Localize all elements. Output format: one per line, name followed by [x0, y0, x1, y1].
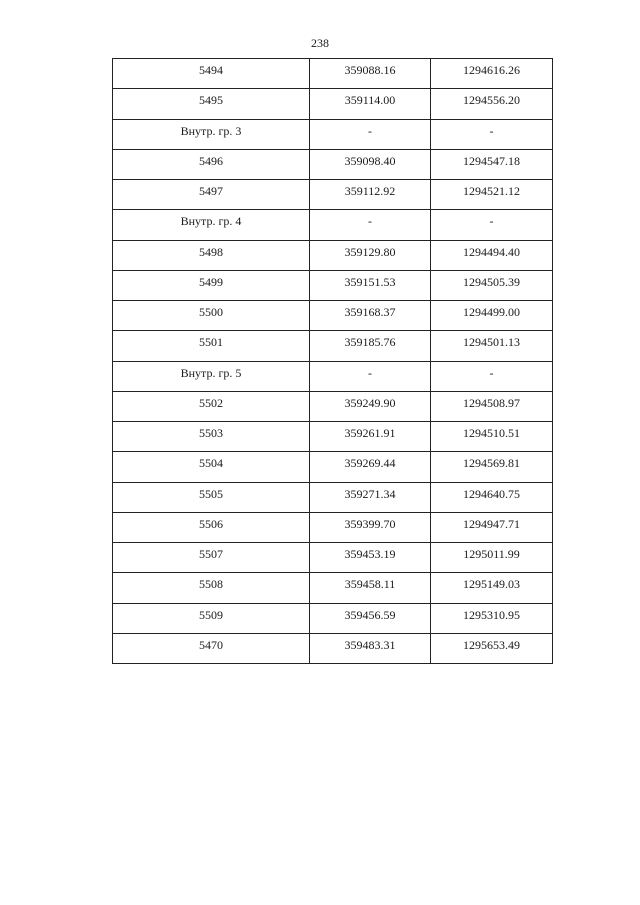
point-number-cell	[113, 361, 310, 391]
table-row	[113, 543, 553, 573]
point-number-cell	[113, 270, 310, 300]
x-coordinate-cell	[310, 633, 431, 663]
point-number-cell	[113, 89, 310, 119]
x-coordinate-cell	[310, 482, 431, 512]
x-coordinate-cell	[310, 119, 431, 149]
x-coordinate-cell	[310, 452, 431, 482]
cell-text: -	[368, 123, 372, 138]
table-row	[113, 89, 553, 119]
x-coordinate-cell	[310, 59, 431, 89]
y-coordinate-cell	[431, 180, 553, 210]
cell-text: 5505	[199, 486, 223, 501]
x-coordinate-cell	[310, 573, 431, 603]
cell-text: 1294569.81	[463, 456, 520, 471]
cell-text: 359185.76	[344, 335, 396, 350]
x-coordinate-cell	[310, 301, 431, 331]
point-number-cell	[113, 301, 310, 331]
point-number-cell	[113, 452, 310, 482]
cell-text: 1294505.39	[463, 274, 520, 289]
point-number-cell	[113, 603, 310, 633]
y-coordinate-cell	[431, 270, 553, 300]
cell-text: -	[368, 365, 372, 380]
y-coordinate-cell	[431, 422, 553, 452]
y-coordinate-cell	[431, 149, 553, 179]
y-coordinate-cell	[431, 543, 553, 573]
table-row	[113, 361, 553, 391]
table-row	[113, 512, 553, 542]
point-number-cell	[113, 422, 310, 452]
y-coordinate-cell	[431, 59, 553, 89]
x-coordinate-cell	[310, 180, 431, 210]
y-coordinate-cell	[431, 240, 553, 270]
x-coordinate-cell	[310, 240, 431, 270]
x-coordinate-cell	[310, 270, 431, 300]
x-coordinate-cell	[310, 149, 431, 179]
y-coordinate-cell	[431, 119, 553, 149]
cell-text: 359249.90	[344, 395, 396, 410]
cell-text: 5470	[199, 637, 223, 652]
table-row	[113, 301, 553, 331]
cell-text: 1294521.12	[463, 184, 520, 198]
table-row	[113, 603, 553, 633]
cell-text: Внутр. гр. 3	[180, 123, 242, 138]
cell-text: Внутр. гр. 4	[180, 214, 242, 229]
cell-text: 359399.70	[344, 516, 396, 531]
cell-text: 5497	[199, 184, 223, 198]
table-row	[113, 210, 553, 240]
cell-text: 5501	[199, 335, 223, 350]
cell-text: 359456.59	[344, 607, 396, 622]
cell-text: 1294616.26	[463, 63, 520, 77]
cell-text: 359114.00	[344, 93, 396, 108]
cell-text: 5495	[199, 93, 223, 108]
cell-text: -	[368, 214, 372, 229]
cell-text: 359271.34	[344, 486, 396, 501]
cell-text: 1294947.71	[463, 516, 520, 531]
cell-text: Внутр. гр. 5	[180, 365, 242, 380]
table-row	[113, 482, 553, 512]
cell-text: 1294556.20	[463, 93, 520, 108]
cell-text: 5499	[199, 274, 223, 289]
cell-text: 5506	[199, 516, 223, 531]
table-row	[113, 240, 553, 270]
cell-text: 1295310.95	[463, 607, 520, 622]
cell-text: 359151.53	[344, 274, 396, 289]
cell-text: 5504	[199, 456, 223, 471]
x-coordinate-cell	[310, 391, 431, 421]
y-coordinate-cell	[431, 301, 553, 331]
x-coordinate-cell	[310, 331, 431, 361]
y-coordinate-cell	[431, 633, 553, 663]
x-coordinate-cell	[310, 512, 431, 542]
y-coordinate-cell	[431, 512, 553, 542]
point-number-cell	[113, 391, 310, 421]
table-row	[113, 452, 553, 482]
cell-text: 5498	[199, 244, 223, 259]
y-coordinate-cell	[431, 603, 553, 633]
cell-text: 359129.80	[344, 244, 396, 259]
table-row	[113, 422, 553, 452]
x-coordinate-cell	[310, 89, 431, 119]
x-coordinate-cell	[310, 210, 431, 240]
cell-text: -	[489, 365, 494, 380]
cell-text: 5508	[199, 577, 223, 592]
x-coordinate-cell	[310, 543, 431, 573]
table-row	[113, 149, 553, 179]
cell-text: 5509	[199, 607, 223, 622]
point-number-cell	[113, 543, 310, 573]
cell-text: 1294501.13	[463, 335, 520, 350]
cell-text: 5500	[199, 305, 223, 319]
table-row	[113, 573, 553, 603]
cell-text: -	[489, 123, 494, 138]
cell-text: 359453.19	[344, 547, 396, 561]
cell-text: 1294510.51	[463, 426, 520, 440]
cell-text: 5507	[199, 547, 223, 561]
cell-text: 359269.44	[344, 456, 396, 471]
table-row	[113, 270, 553, 300]
table-row	[113, 331, 553, 361]
y-coordinate-cell	[431, 89, 553, 119]
x-coordinate-cell	[310, 361, 431, 391]
point-number-cell	[113, 59, 310, 89]
table-row	[113, 180, 553, 210]
cell-text: 1295149.03	[463, 577, 520, 592]
point-number-cell	[113, 512, 310, 542]
point-number-cell	[113, 482, 310, 512]
cell-text: 1295653.49	[463, 637, 520, 652]
cell-text: 1294494.40	[463, 244, 520, 259]
cell-text: 1295011.99	[463, 547, 520, 561]
coordinates-table	[112, 58, 553, 664]
coordinates-table-body	[113, 59, 553, 664]
cell-text: -	[489, 214, 494, 229]
y-coordinate-cell	[431, 573, 553, 603]
y-coordinate-cell	[431, 331, 553, 361]
page-number: 238	[311, 36, 329, 50]
table-row	[113, 59, 553, 89]
cell-text: 1294499.00	[463, 305, 520, 319]
x-coordinate-cell	[310, 603, 431, 633]
y-coordinate-cell	[431, 210, 553, 240]
cell-text: 1294640.75	[463, 486, 520, 501]
cell-text: 5502	[199, 395, 223, 410]
y-coordinate-cell	[431, 361, 553, 391]
point-number-cell	[113, 633, 310, 663]
cell-text: 359098.40	[344, 153, 396, 168]
y-coordinate-cell	[431, 391, 553, 421]
cell-text: 359088.16	[344, 63, 396, 77]
table-row	[113, 633, 553, 663]
x-coordinate-cell	[310, 422, 431, 452]
cell-text: 359168.37	[344, 305, 396, 319]
cell-text: 359483.31	[344, 637, 396, 652]
point-number-cell	[113, 210, 310, 240]
cell-text: 5503	[199, 426, 223, 440]
point-number-cell	[113, 180, 310, 210]
cell-text: 359458.11	[344, 577, 396, 592]
point-number-cell	[113, 240, 310, 270]
table-row	[113, 391, 553, 421]
y-coordinate-cell	[431, 482, 553, 512]
cell-text: 359261.91	[344, 426, 396, 440]
point-number-cell	[113, 331, 310, 361]
point-number-cell	[113, 119, 310, 149]
y-coordinate-cell	[431, 452, 553, 482]
point-number-cell	[113, 149, 310, 179]
cell-text: 5494	[199, 63, 223, 77]
cell-text: 5496	[199, 153, 223, 168]
point-number-cell	[113, 573, 310, 603]
cell-text: 1294508.97	[463, 395, 520, 410]
table-row	[113, 119, 553, 149]
cell-text: 359112.92	[344, 184, 396, 198]
cell-text: 1294547.18	[463, 153, 520, 168]
